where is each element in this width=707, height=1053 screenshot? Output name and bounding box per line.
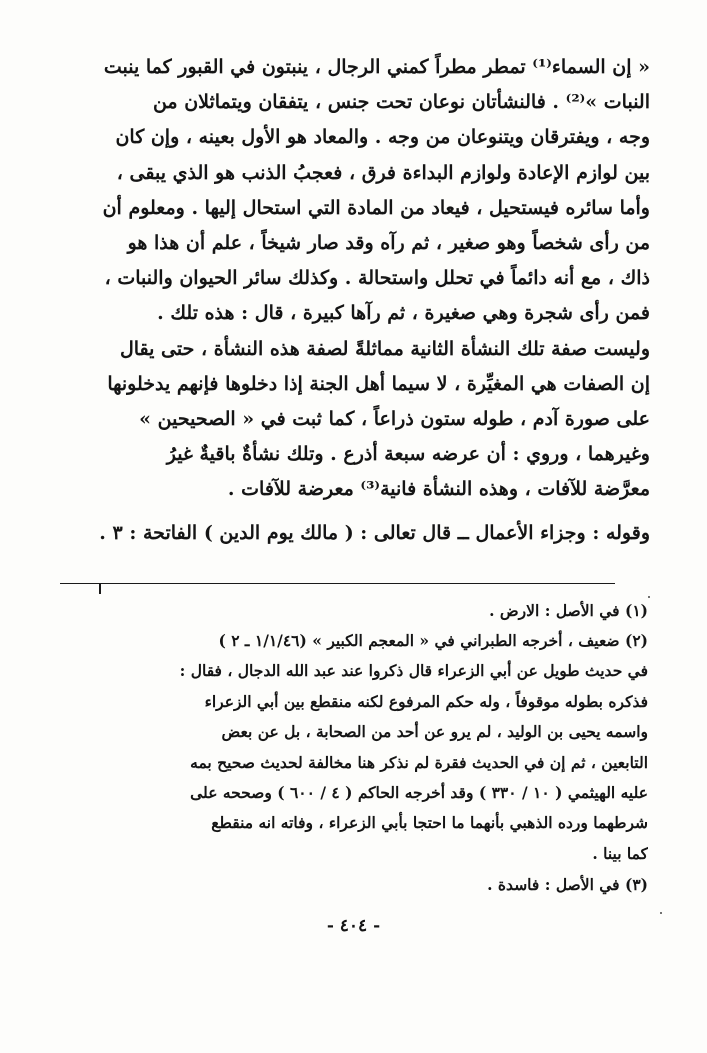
footnote-2-line: واسمه يحيى بن الوليد ، لم يرو عن أحد من الصحابة ، بل عن بعض xyxy=(221,722,648,742)
footnote-2 xyxy=(60,626,648,869)
body-line: معرَّضة للآفات ، وهذه النشأة فانية⁽³⁾ معرضة للآفات . xyxy=(227,478,650,501)
body-line: وجه ، ويفترقان ويتنوعان من وجه . والمعاد هو الأول بعينه ، وإن كان xyxy=(115,126,650,149)
body-line: ذاك ، مع أنه دائماً في تحلل واستحالة . وكذلك سائر الحيوان والنبات ، xyxy=(104,267,650,290)
body-line: إن الصفات هي المغيِّرة ، لا سيما أهل الجنة إذا دخلوها فإنهم يدخلونها xyxy=(107,372,650,395)
footnote-2-line: التابعين ، ثم إن في الحديث فقرة لم نذكر هنا مخالفة لحديث صحيح بمه xyxy=(190,752,648,772)
footnote-2-line: في حديث طويل عن أبي الزعراء قال ذكروا عند عبد الله الدجال ، فقال : xyxy=(179,661,648,681)
body-line: فمن رأى شجرة وهي صغيرة ، ثم رآها كبيرة ، قال : هذه تلك . xyxy=(157,302,650,325)
body-line: وأما سائره فيستحيل ، فيعاد من المادة التي استحال إليها . ومعلوم أن xyxy=(102,196,650,219)
body-line: النبات »⁽²⁾ . فالنشأتان نوعان تحت جنس ، يتفقان ويتماثلان من xyxy=(152,91,650,114)
footnote-2-line: شرطهما ورده الذهبي بأنهما ما احتجا بأبي الزعراء ، وفاته انه منقطع xyxy=(211,813,648,833)
body-line: « إن السماء⁽¹⁾ تمطر مطراً كمني الرجال ، ينبتون في القبور كما ينبت xyxy=(103,56,650,78)
closing-paragraph: وقوله : وجزاء الأعمال ــ قال تعالى : ( مالك يوم الدين ) الفاتحة : ٣ . xyxy=(99,522,650,544)
body-line: وليست صفة تلك النشأة الثانية مماثلةً لصفة هذه النشأة ، حتى يقال xyxy=(119,337,650,360)
footnote-2-line: عليه الهيثمي ( ١٠ / ٣٣٠ ) وقد أخرجه الحاكم ( ٤ / ٦٠٠ ) وصححه على xyxy=(190,782,648,802)
body-line: من رأى شخصاً وهو صغير ، ثم رآه وقد صار شيخاً ، علم أن هذا هو xyxy=(127,231,650,254)
body-line: بين لوازم الإعادة ولوازم البداءة فرق ، فعجبُ الذنب هو الذي يبقى ، xyxy=(116,161,650,184)
footnote-divider xyxy=(60,583,615,584)
scan-speck xyxy=(648,596,650,598)
footnotes-section xyxy=(60,596,648,894)
footnote-2-line: (٢) ضعيف ، أخرجه الطبراني في « المعجم الكبير » (١/١/٤٦ ـ ٢ ) xyxy=(218,631,648,650)
footnote-2-line: كما بينا . xyxy=(592,843,648,863)
scan-speck xyxy=(660,912,662,914)
body-line: على صورة آدم ، طوله ستون ذراعاً ، كما ثبت في « الصحيحين » xyxy=(139,407,650,430)
footnote-divider-tick xyxy=(99,584,101,594)
footnote-1: (١) في الأصل : الارض . xyxy=(489,601,648,620)
footnote-2-line: فذكره بطوله موقوفاً ، وله حكم المرفوع لكنه منقطع بين أبي الزعراء xyxy=(204,691,648,711)
body-line: وغيرهما ، وروي : أن عرضه سبعة أذرع . وتلك نشأةٌ باقيةٌ غيرُ xyxy=(166,443,650,466)
main-body-text xyxy=(60,50,650,507)
page-number: - ٤٠٤ - xyxy=(326,916,381,936)
footnote-3: (٣) في الأصل : فاسدة . xyxy=(487,875,648,894)
